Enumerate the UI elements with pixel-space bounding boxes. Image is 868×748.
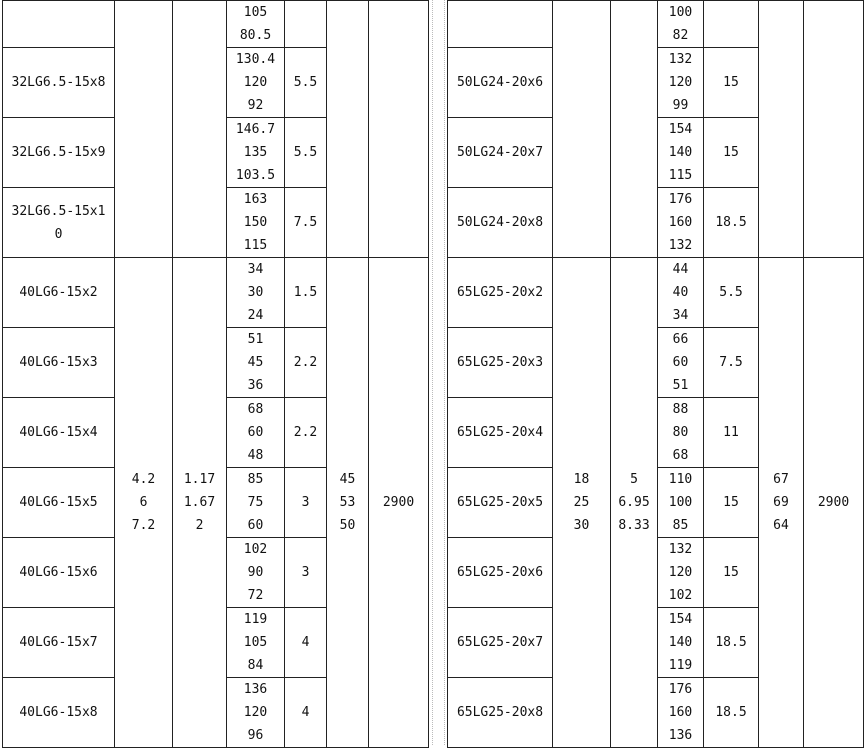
head-cell: 119 105 84 (227, 608, 285, 678)
head-cell: 132 120 102 (658, 538, 704, 608)
speed-cell: 2900 (804, 258, 864, 748)
model-cell: 50LG24-20x8 (448, 188, 553, 258)
power-cell: 1.5 (285, 258, 327, 328)
model-cell: 40LG6-15x3 (3, 328, 115, 398)
efficiency-cell (759, 1, 804, 258)
power-cell (704, 1, 759, 48)
head-cell: 44 40 34 (658, 258, 704, 328)
efficiency-cell: 67 69 64 (759, 258, 804, 748)
model-cell: 65LG25-20x5 (448, 468, 553, 538)
power-cell: 15 (704, 118, 759, 188)
head-cell: 130.4 120 92 (227, 48, 285, 118)
power-cell: 3 (285, 468, 327, 538)
head-cell: 146.7 135 103.5 (227, 118, 285, 188)
power-cell: 15 (704, 48, 759, 118)
power-cell: 4 (285, 678, 327, 748)
head-cell: 68 60 48 (227, 398, 285, 468)
head-cell: 163 150 115 (227, 188, 285, 258)
flow-m3h-cell: 4.2 6 7.2 (115, 258, 173, 748)
head-cell: 176 160 132 (658, 188, 704, 258)
model-cell (448, 1, 553, 48)
head-cell: 176 160 136 (658, 678, 704, 748)
model-cell: 32LG6.5-15x1 0 (3, 188, 115, 258)
power-cell: 3 (285, 538, 327, 608)
model-cell: 40LG6-15x2 (3, 258, 115, 328)
flow-ls-cell (173, 1, 227, 258)
model-cell: 32LG6.5-15x8 (3, 48, 115, 118)
head-cell: 34 30 24 (227, 258, 285, 328)
speed-cell (804, 1, 864, 258)
model-cell: 65LG25-20x3 (448, 328, 553, 398)
head-cell: 85 75 60 (227, 468, 285, 538)
flow-m3h-cell: 18 25 30 (553, 258, 611, 748)
power-cell: 2.2 (285, 328, 327, 398)
flow-ls-cell (611, 1, 658, 258)
model-cell: 65LG25-20x2 (448, 258, 553, 328)
power-cell: 15 (704, 538, 759, 608)
head-cell: 88 80 68 (658, 398, 704, 468)
flow-m3h-cell (115, 1, 173, 258)
speed-cell (369, 1, 429, 258)
efficiency-cell: 45 53 50 (327, 258, 369, 748)
flow-ls-cell: 5 6.95 8.33 (611, 258, 658, 748)
head-cell: 102 90 72 (227, 538, 285, 608)
head-cell: 136 120 96 (227, 678, 285, 748)
model-cell: 50LG24-20x6 (448, 48, 553, 118)
model-cell: 32LG6.5-15x9 (3, 118, 115, 188)
power-cell: 18.5 (704, 678, 759, 748)
model-cell: 40LG6-15x5 (3, 468, 115, 538)
model-cell: 40LG6-15x6 (3, 538, 115, 608)
power-cell: 5.5 (285, 48, 327, 118)
model-cell: 40LG6-15x4 (3, 398, 115, 468)
flow-ls-cell: 1.17 1.67 2 (173, 258, 227, 748)
power-cell (285, 1, 327, 48)
head-cell: 110 100 85 (658, 468, 704, 538)
power-cell: 11 (704, 398, 759, 468)
head-cell: 51 45 36 (227, 328, 285, 398)
column-gap-guide (432, 0, 433, 745)
model-cell: 65LG25-20x4 (448, 398, 553, 468)
model-cell: 65LG25-20x6 (448, 538, 553, 608)
power-cell: 15 (704, 468, 759, 538)
column-gap-guide (444, 0, 445, 745)
model-cell: 65LG25-20x8 (448, 678, 553, 748)
head-cell: 105 80.5 (227, 1, 285, 48)
power-cell: 7.5 (285, 188, 327, 258)
model-cell: 65LG25-20x7 (448, 608, 553, 678)
power-cell: 18.5 (704, 608, 759, 678)
model-cell (3, 1, 115, 48)
model-cell: 40LG6-15x7 (3, 608, 115, 678)
head-cell: 132 120 99 (658, 48, 704, 118)
head-cell: 154 140 115 (658, 118, 704, 188)
head-cell: 100 82 (658, 1, 704, 48)
power-cell: 5.5 (285, 118, 327, 188)
efficiency-cell (327, 1, 369, 258)
pump-spec-table-left (2, 0, 429, 748)
head-cell: 66 60 51 (658, 328, 704, 398)
power-cell: 4 (285, 608, 327, 678)
power-cell: 5.5 (704, 258, 759, 328)
power-cell: 2.2 (285, 398, 327, 468)
speed-cell: 2900 (369, 258, 429, 748)
model-cell: 40LG6-15x8 (3, 678, 115, 748)
flow-m3h-cell (553, 1, 611, 258)
model-cell: 50LG24-20x7 (448, 118, 553, 188)
power-cell: 7.5 (704, 328, 759, 398)
pump-spec-table-right (447, 0, 864, 748)
head-cell: 154 140 119 (658, 608, 704, 678)
power-cell: 18.5 (704, 188, 759, 258)
